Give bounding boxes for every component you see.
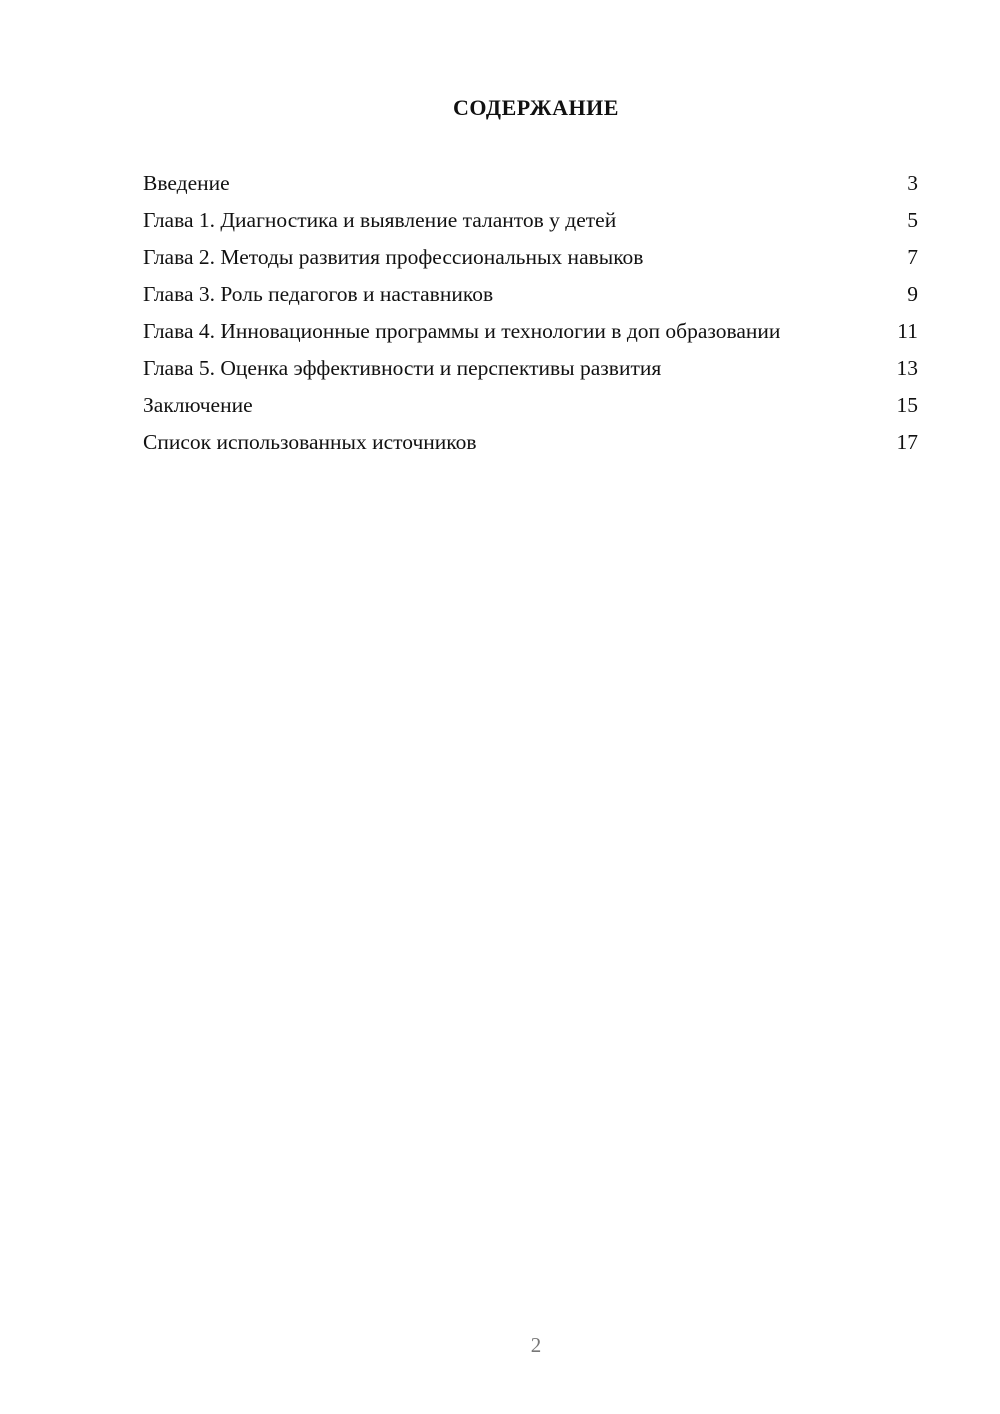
toc-entry-label: Список использованных источников: [143, 430, 477, 454]
toc-entry-page: 9: [907, 282, 918, 306]
toc-entry-label: Введение: [143, 171, 230, 195]
page-number: 2: [530, 1333, 542, 1357]
toc-entry-chapter-2[interactable]: [143, 244, 918, 271]
toc-entry-page: 17: [896, 430, 918, 454]
toc-entry-label: Глава 4. Инновационные программы и технологии в доп образовании: [143, 319, 781, 343]
toc-entry-chapter-5[interactable]: [143, 355, 918, 382]
toc-entry-page: 11: [897, 319, 918, 343]
table-of-contents: [143, 170, 918, 466]
toc-entry-label: Глава 5. Оценка эффективности и перспективы развития: [143, 356, 662, 380]
toc-entry-label: Глава 3. Роль педагогов и наставников: [143, 282, 494, 306]
toc-entry-label: Глава 2. Методы развития профессиональных навыков: [143, 245, 644, 269]
toc-entry-chapter-1[interactable]: [143, 207, 918, 234]
toc-entry-conclusion[interactable]: [143, 392, 918, 419]
toc-entry-page: 7: [907, 245, 918, 269]
toc-entry-page: 15: [896, 393, 918, 417]
toc-entry-references[interactable]: [143, 429, 918, 456]
toc-entry-introduction[interactable]: [143, 170, 918, 197]
toc-entry-label: Заключение: [143, 393, 253, 417]
toc-entry-page: 3: [907, 171, 918, 195]
toc-entry-page: 13: [896, 356, 918, 380]
toc-entry-page: 5: [907, 208, 918, 232]
toc-entry-label: Глава 1. Диагностика и выявление талантов у детей: [143, 208, 617, 232]
toc-title: СОДЕРЖАНИЕ: [453, 95, 619, 120]
toc-entry-chapter-4[interactable]: [143, 318, 918, 345]
toc-entry-chapter-3[interactable]: [143, 281, 918, 308]
